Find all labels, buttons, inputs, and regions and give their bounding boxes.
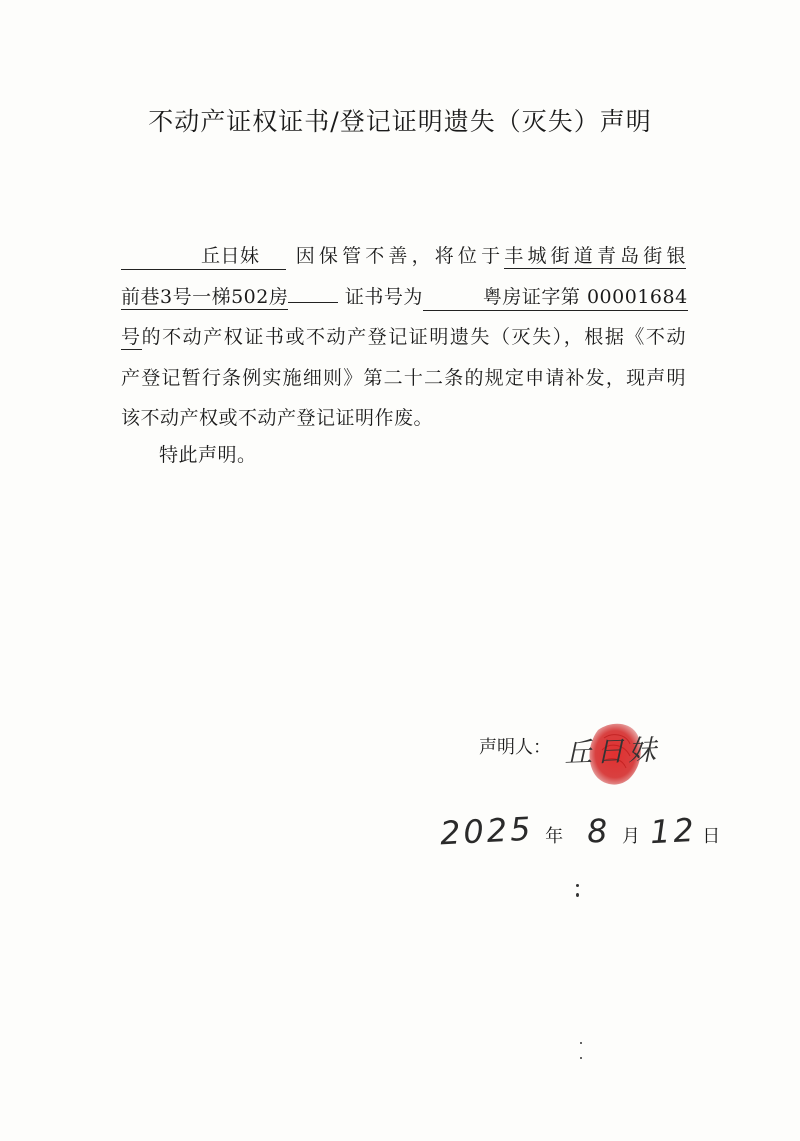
cert-number: 粤房证字第 00001684 [482,285,688,308]
owner-name-blank [121,244,286,270]
declarant-label: 声明人： [479,737,551,758]
ink-speck [576,884,579,887]
address-blank [288,301,338,303]
statement-line-5: 该不动产权或不动产登记证明作废。 [121,407,434,429]
document-title: 不动产证权证书/登记证明遗失（灭失）声明 [148,107,652,136]
signature-name: 丘日妹 [563,733,661,770]
date-day-unit: 日 [702,826,721,847]
ink-speck [580,1042,582,1044]
ink-speck [580,1057,582,1059]
cert-number-suffix: 号 [121,326,142,348]
date-day: 12 [648,810,698,852]
statement-line-2 [121,277,686,318]
cert-prefix: 证书号为 [344,285,423,308]
statement-date [439,809,724,853]
statement-line-3 [121,317,686,358]
statement-line-1 [121,236,686,277]
closing-text: 特此声明。 [159,444,257,466]
date-month: 8 [585,811,612,851]
ink-speck [576,893,579,897]
address-part-1: 丰城街道青岛街银 [504,245,686,267]
owner-name: 丘日妹 [201,245,260,267]
statement-body [121,236,686,439]
date-year-unit: 年 [545,826,564,847]
cert-number-blank [423,285,688,311]
reason-text: 因保管不善，将位于 [295,245,505,267]
signature-with-fingerprint [560,716,680,796]
statement-line-4: 产登记暂行条例实施细则》第二十二条的规定申请补发，现声明 [121,366,686,389]
date-year: 2025 [439,809,535,853]
line-3-text: 的不动产权证书或不动产登记证明遗失（灭失），根据《不动 [141,326,686,348]
address-part-2: 前巷3号一梯502房 [121,285,289,308]
date-month-unit: 月 [622,826,640,847]
